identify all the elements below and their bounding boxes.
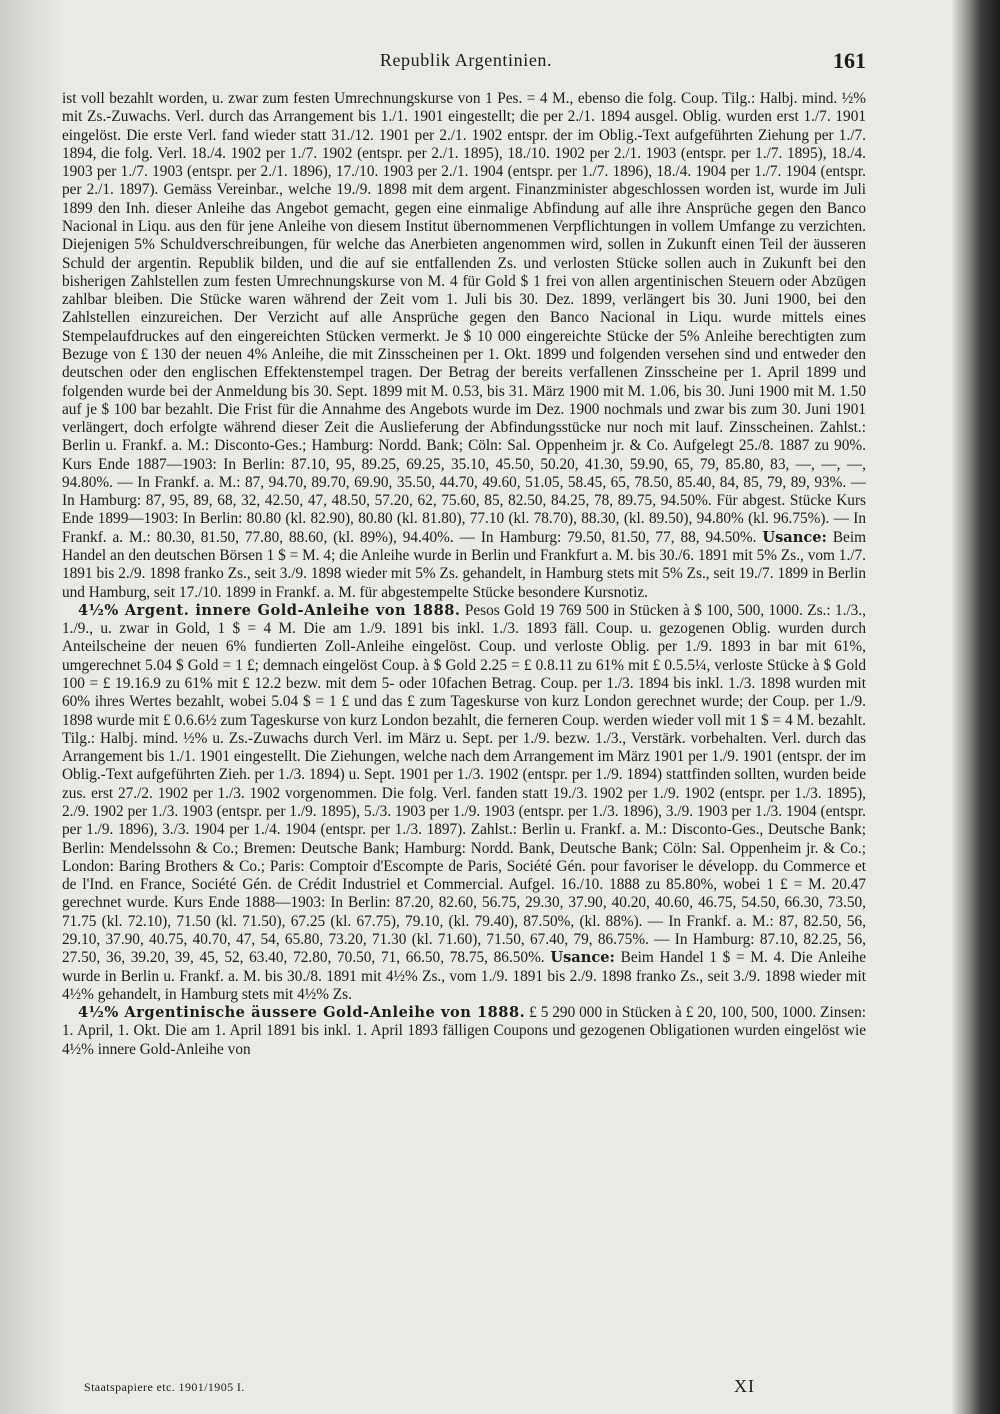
- section-heading: 4½% Argentinische äussere Gold-Anleihe von 1888.: [78, 1004, 526, 1022]
- usance-label: Usance:: [762, 528, 827, 546]
- paragraph: [62, 602, 866, 1004]
- page-left-shadow: [0, 0, 62, 1414]
- section-heading: 4½% Argent. innere Gold-Anleihe von 1888.: [78, 601, 461, 619]
- page-header: [62, 50, 870, 80]
- page-number: 161: [833, 48, 866, 73]
- book-spine-shadow: [952, 0, 1000, 1414]
- paragraph-text: ist voll bezahlt worden, u. zwar zum festen Umrechnungskurse von 1 Pes. = 4 M., ebenso die folg. Coup. Tilg.: Halbj. mind. ½% mit Zs.-Zuwachs. Verl. durch das Arrangement bis 1./1. 1901 eingestellt; die per 2./1. 1894 ausgel. Oblig. wurden erst 1./7. 1901 eingelöst. Die erste Verl. fand wieder statt 31./12. 1901 per 2./1. 1902 entspr. der im Oblig.-Text aufgeführten Ziehung per 1./7. 1894, die folg. Verl. 18./4. 1902 per 1./7. 1902 (entspr. per 2./1. 1895), 18./10. 1902 per 2./1. 1903 (entspr. per 1./7. 1895), 18./4. 1903 per 1./7. 1903 (entspr. per 2./1. 1896), 17./10. 1903 per 2./1. 1904 (entspr. per 1./7. 1896), 18./4. 1904 per 1./7. 1904 (entspr. per 2./1. 1897). Gemäss Vereinbar., welche 19./9. 1898 mit dem argent. Finanzminister abgeschlossen worden ist, wurde im Juli 1899 den Inh. dieser Anleihe das Angebot gemacht, gegen eine einmalige Abfindung auf alle ihre Ansprüche gegen den Banco Nacional in Liqu. aus den für jene Anleihe von diesem Institut übernommenen Verpflichtungen in vollem Umfange zu verzichten. Diejenigen 5% Schuldverschreibungen, für welche das Anerbieten angenommen wird, sollen in Zukunft einen Teil der äusseren Schuld der argentin. Republik bilden, und die auf sie entfallenden Zs. und verlosten Stücke sollen auch in Zukunft bei den bisherigen Zahlstellen zum festen Umrechnungskurse von M. 4 für Gold $ 1 frei von allen argentinischen Steuern oder Abzügen zahlbar bleiben. Die Stücke waren während der Zeit vom 1. Juli bis 30. Dez. 1899, verlängert bis 30. Juni 1900, bei den Zahlstellen einzureichen. Der Verzicht auf alle Ansprüche gegen den Banco Nacional in Liqu. wurde mittels eines Stempelaufdruckes auf den eingereichten Stücken vermerkt. Je $ 10 000 eingereichte Stücke der 5% Anleihe berechtigten zum Bezuge von £ 130 der neuen 4% Anleihe, die mit Zinsscheinen per 1. Okt. 1899 und folgenden versehen sind und entweder den deutschen oder den englischen Effektenstempel tragen. Der Betrag der bereits verfallenen Zinsscheine per 1. April 1899 und folgenden wurde bei der Anmeldung bis 30. Sept. 1899 mit M. 0.53, bis 31. März 1900 mit M. 1.06, bis 30. Juni 1900 mit M. 1.50 auf je $ 100 bar bezahlt. Die Frist für die Annahme des Angebots wurde im Dez. 1900 nochmals und zwar bis zum 30. Juni 1901 verlängert, doch erfolgte während dieser Zeit die Auslieferung der Abfindungsstücke nur noch mit lauf. Zinsscheinen. Zahlst.: Berlin u. Frankf. a. M.: Disconto-Ges.; Hamburg: Nordd. Bank; Cöln: Sal. Oppenheim jr. & Co. Aufgelegt 25./8. 1887 zu 90%. Kurs Ende 1887—1903: In Berlin: 87.10, 95, 89.25, 69.25, 35.10, 45.50, 50.20, 41.30, 59.90, 65, 79, 85.80, 83, —, —, —, 94.80%. — In Frankf. a. M.: 87, 94.70, 89.70, 69.90, 35.50, 44.70, 49.60, 51.05, 58.45, 65, 78.50, 85.40, 84, 85, 79, 89, 93%. — In Hamburg: 87, 95, 89, 68, 32, 42.50, 47, 48.50, 57.20, 62, 75.60, 85, 82.50, 84.25, 78, 89.75, 94.50%. Für abgest. Stücke Kurs Ende 1899—1903: In Berlin: 80.80 (kl. 82.90), 80.80 (kl. 81.80), 77.10 (kl. 78.70), 88.30, (kl. 89.50), 94.80% (kl. 96.75%). — In Frankf. a. M.: 80.30, 81.50, 77.80, 88.60, (kl. 89%), 94.40%. — In Hamburg: 79.50, 81.50, 77, 88, 94.50%.: [62, 90, 866, 546]
- footer-signature: Staatspapiere etc. 1901/1905 I.: [84, 1380, 245, 1394]
- body-text: [62, 90, 866, 1372]
- paragraph-text: Beim Handel an den deutschen Börsen 1 $ = M. 4; die Anleihe wurde in Berlin und Frankfurt a. M. bis 30./6. 1891 mit 5% Zs., vom 1./7. 1891 bis 2./9. 1898 franko Zs., seit 3./9. 1898 wieder mit 5% Zs. gehandelt, in Hamburg stets mit 5% Zs., seit 19./7. 1899 in Berlin und Hamburg, seit 17./10. 1899 in Frankf. a. M. für abgestempelte Stücke besondere Kursnotiz.: [62, 528, 866, 601]
- usance-label: Usance:: [550, 949, 615, 967]
- paragraph-text: Beim Handel 1 $ = M. 4. Die Anleihe wurde in Berlin u. Frankf. a. M. bis 30./8. 1891 mit 4½% Zs., vom 1./9. 1891 bis 2./9. 1898 franko Zs., seit 3./9. 1898 wieder mit 4½% gehandelt, in Hamburg stets mit 4½% Zs.: [62, 949, 866, 1003]
- paragraph-text: £ 5 290 000 in Stücken à £ 20, 100, 500, 1000. Zinsen: 1. April, 1. Okt. Die am 1. April 1891 bis inkl. 1. April 1893 fälligen Coupons und gezogenen Obligationen wurden eingelöst wie 4½% innere Gold-Anleihe von: [62, 1004, 866, 1058]
- page-footer: [84, 1378, 784, 1400]
- paragraph-text: Pesos Gold 19 769 500 in Stücken à $ 100, 500, 1000. Zs.: 1./3., 1./9., u. zwar in Gold, 1 $ = 4 M. Die am 1./9. 1891 bis inkl. 1./3. 1893 fäll. Coup. u. gezogenen Oblig. wurden durch Anteilscheine der neuen 6% fundierten Zoll-Anleihe eingelöst. Coup. und verloste Oblig. per 1./9. 1893 in bar mit 61%, umgerechnet 5.04 $ Gold = 1 £; demnach eingelöst Coup. à $ Gold 2.25 = £ 0.8.11 zu 61% mit £ 0.5.5¼, verloste Stücke à $ Gold 100 = £ 19.16.9 zu 61% mit £ 12.2 bezw. mit dem 5- oder 10fachen Betrag. Coup. per 1./3. 1894 bis inkl. 1./3. 1898 wurden mit 60% ihres Wertes bezahlt, wobei 5.04 $ = 1 £ und das £ zum Tageskurse von kurz London gerechnet wurde; der Coup. per 1./9. 1898 wurde mit £ 0.6.6½ zum Tageskurse von kurz London bezahlt, die ferneren Coup. werden wieder voll mit 1 $ = 4 M. bezahlt. Tilg.: Halbj. mind. ½% u. Zs.-Zuwachs durch Verl. im März u. Sept. per 1./9. bezw. 1./3., Verstärk. vorbehalten. Verl. durch das Arrangement bis 1./1. 1901 eingestellt. Die Ziehungen, welche nach dem Arrangement im März 1901 per 1./9. 1901 (entspr. der im Oblig.-Text aufgeführten Zieh. per 1./3. 1894) u. Sept. 1901 per 1./3. 1902 (entspr. per 1./9. 1894) stattfinden sollten, wurden beide zus. erst 27./2. 1902 per 1./3. 1902 vorgenommen. Die folg. Verl. fanden statt 19./3. 1902 per 1./9. 1902 (entspr. per 1./3. 1895), 2./9. 1902 per 1./3. 1903 (entspr. per 1./9. 1895), 5./3. 1903 per 1./9. 1903 (entspr. per 1./3. 1896), 3./9. 1903 per 1./3. 1904 (entspr. per 1./9. 1896), 3./3. 1904 per 1./4. 1904 (entspr. per 1./3. 1897). Zahlst.: Berlin u. Frankf. a. M.: Disconto-Ges., Deutsche Bank; Berlin: Mendelssohn & Co.; Bremen: Deutsche Bank; Hamburg: Nordd. Bank, Deutsche Bank; Cöln: Sal. Oppenheim jr. & Co.; London: Baring Brothers & Co.; Paris: Comptoir d'Escompte de Paris, Société Gén. pour favoriser le développ. du Commerce et de l'Ind. en France, Société Gén. de Crédit Industriel et Commercial. Aufgel. 16./10. 1888 zu 85.80%, wobei 1 £ = M. 20.47 gerechnet wurde. Kurs Ende 1888—1903: In Berlin: 87.20, 82.60, 56.75, 29.30, 37.90, 40.20, 40.60, 46.75, 54.50, 66.30, 73.50, 71.75 (kl. 72.10), 71.50 (kl. 71.50), 67.25 (kl. 67.75), 79.10, (kl. 79.40), 87.50%, (kl. 88%). — In Frankf. a. M.: 87, 82.50, 56, 29.10, 37.90, 40.75, 40.70, 47, 54, 65.80, 73.20, 71.30 (kl. 71.60), 71.50, 67.40, 79, 86.75%. — In Hamburg: 87.10, 82.25, 56, 27.50, 36, 39.20, 39, 45, 52, 63.40, 72.80, 70.50, 71, 66.50, 78.75, 86.50%.: [62, 601, 866, 967]
- running-title: Republik Argentinien.: [379, 50, 553, 70]
- footer-sheet-mark: XI: [734, 1376, 755, 1396]
- paragraph: [62, 1004, 866, 1059]
- paragraph: [62, 90, 866, 602]
